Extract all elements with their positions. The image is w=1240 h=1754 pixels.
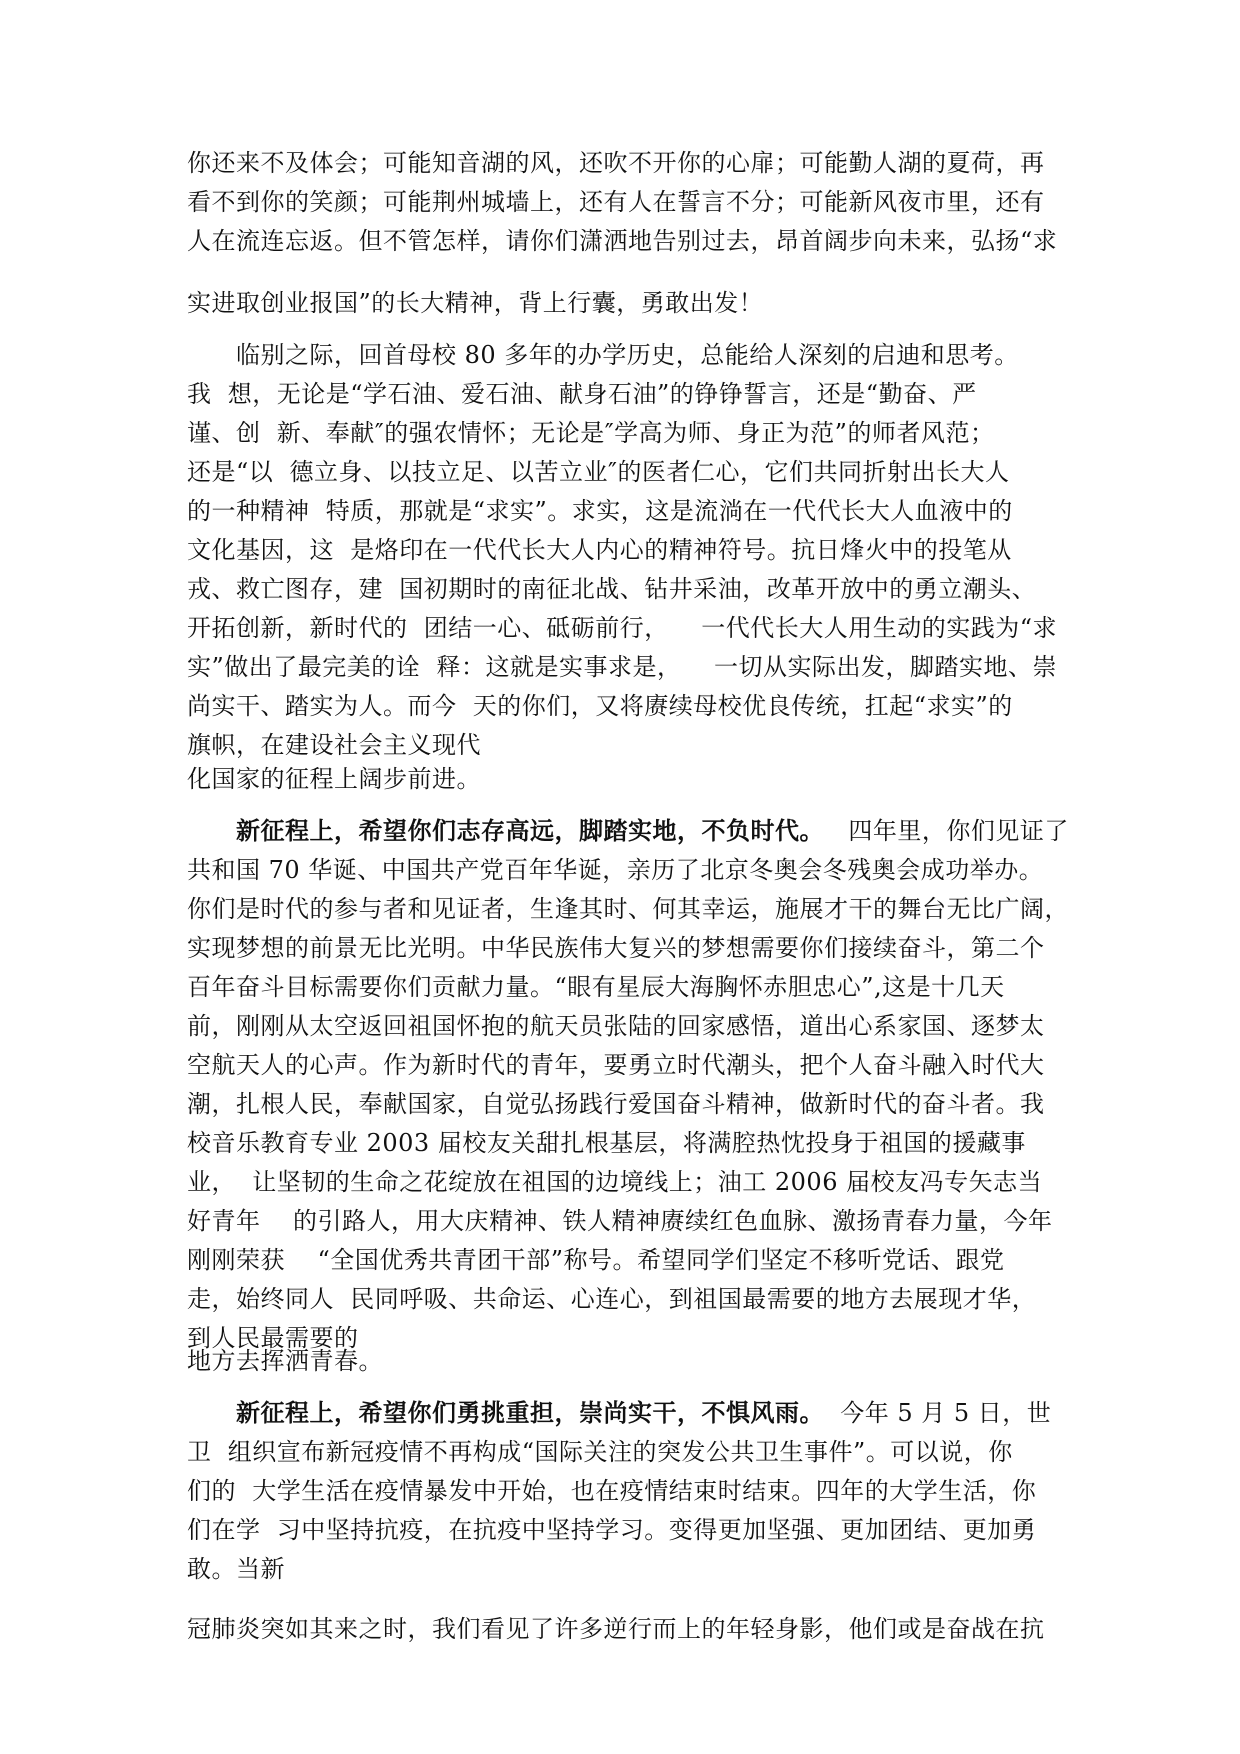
paragraph-2-continued [187, 760, 1067, 799]
paragraph-2 [187, 336, 1067, 765]
text-line: 人在流连忘返。但不管怎样，请你们潇洒地告别过去，昂首阔步向未来，弘扬“求 [187, 227, 1058, 255]
text-line: 百年奋斗目标需要你们贡献力量。“眼有星辰大海胸怀赤胆忠心”,这是十几天 [187, 973, 1005, 1001]
text-line: 刚刚荣获 “全国优秀共青团干部”称号。希望同学们坚定不移听党话、跟党 [187, 1246, 1005, 1274]
text-line [187, 1393, 1067, 1433]
text-line: 好青年 的引路人，用大庆精神、铁人精神赓续红色血脉、激扬青春力量，今年 [187, 1207, 1053, 1235]
text-line: 冠肺炎突如其来之时，我们看见了许多逆行而上的年轻身影，他们或是奋战在抗 [187, 1615, 1045, 1643]
text-line: 你们是时代的参与者和见证者，生逢其时、何其幸运，施展才干的舞台无比广阔， [187, 895, 1069, 923]
text-line: 我 想，无论是“学石油、爱石油、献身石油”的铮铮誓言，还是“勤奋、严 [187, 380, 977, 408]
heading-tail-text: 四年里，你们见证了 [824, 817, 1069, 845]
text-line: 的一种精神 特质，那就是“求实”。求实，这是流淌在一代代长大人血液中的 [187, 497, 1013, 525]
text-line: 校音乐教育专业 2003 届校友关甜扎根基层，将满腔热忱投身于祖国的援藏事 [187, 1129, 1026, 1157]
paragraph-4-continued [187, 1610, 1067, 1649]
text-line [187, 811, 1067, 851]
section-heading: 新征程上，希望你们志存高远，脚踏实地，不负时代。 [187, 816, 824, 845]
text-line: 卫 组织宣布新冠疫情不再构成“国际关注的突发公共卫生事件”。可以说，你 [187, 1438, 1013, 1466]
text-line: 共和国 70 华诞、中国共产党百年华诞，亲历了北京冬奥会冬残奥会成功举办。 [187, 856, 1044, 884]
heading-tail-text: 今年 5 月 5 日，世 [824, 1399, 1052, 1427]
text-line: 文化基因，这 是烙印在一代代长大人内心的精神符号。抗日烽火中的投笔从 [187, 536, 1012, 564]
text-line: 们在学 习中坚持抗疫，在抗疫中坚持学习。变得更加坚强、更加团结、更加勇 [187, 1516, 1037, 1544]
text-line: 实”做出了最完美的诠 释：这就是实事求是， 一切从实际出发，脚踏实地、崇 [187, 653, 1058, 681]
text-line: 临别之际，回首母校 80 多年的办学历史，总能给人深刻的启迪和思考。 [187, 341, 1019, 369]
text-line: 们的 大学生活在疫情暴发中开始，也在疫情结束时结束。四年的大学生活，你 [187, 1477, 1037, 1505]
text-line: 空航天人的心声。作为新时代的青年，要勇立时代潮头，把个人奋斗融入时代大 [187, 1051, 1045, 1079]
text-line: 旗帜，在建设社会主义现代 [187, 731, 481, 759]
paragraph-4 [187, 1393, 1067, 1589]
paragraph-3 [187, 811, 1067, 1358]
text-line: 潮，扎根人民，奉献国家，自觉弘扬践行爱国奋斗精神，做新时代的奋斗者。我 [187, 1090, 1045, 1118]
text-line: 实现梦想的前景无比光明。中华民族伟大复兴的梦想需要你们接续奋斗，第二个 [187, 934, 1045, 962]
text-line: 到人民最需要的 [187, 1324, 359, 1352]
text-line: 看不到你的笑颜；可能荆州城墙上，还有人在誓言不分；可能新风夜市里，还有 [187, 188, 1045, 216]
text-line: 开拓创新，新时代的 团结一心、砥砺前行， 一代代长大人用生动的实践为“求 [187, 614, 1058, 642]
text-line: 业， 让坚韧的生命之花绽放在祖国的边境线上；油工 2006 届校友冯专矢志当 [187, 1168, 1043, 1196]
text-line: 你还来不及体会；可能知音湖的风，还吹不开你的心扉；可能勤人湖的夏荷，再 [187, 149, 1045, 177]
section-heading: 新征程上，希望你们勇挑重担，崇尚实干，不惧风雨。 [187, 1398, 824, 1427]
paragraph-1-continued [187, 284, 1067, 323]
text-line: 戎、救亡图存，建 国初期时的南征北战、钻井采油，改革开放中的勇立潮头、 [187, 575, 1037, 603]
paragraph-3-continued [187, 1342, 1067, 1381]
text-line: 前，刚刚从太空返回祖国怀抱的航天员张陆的回家感悟，道出心系家国、逐梦太 [187, 1012, 1045, 1040]
text-line: 还是“以 德立身、以技立足、以苦立业″的医者仁心，它们共同折射出长大人 [187, 458, 1010, 486]
text-line: 走，始终同人 民同呼吸、共命运、心连心，到祖国最需要的地方去展现才华， [187, 1285, 1037, 1313]
text-line: 敢。当新 [187, 1555, 285, 1583]
text-line: 地方去挥洒青春。 [187, 1347, 383, 1375]
paragraph-1 [187, 144, 1067, 261]
text-line: 实进取创业报国”的长大精神，背上行囊，勇敢出发！ [187, 289, 764, 317]
text-line: 化国家的征程上阔步前进。 [187, 765, 481, 793]
text-line: 谨、创 新、奉献″的强农情怀；无论是″学高为师、身正为范”的师者风范； [187, 419, 995, 447]
text-line: 尚实干、踏实为人。而今 天的你们，又将赓续母校优良传统，扛起“求实”的 [187, 692, 1013, 720]
